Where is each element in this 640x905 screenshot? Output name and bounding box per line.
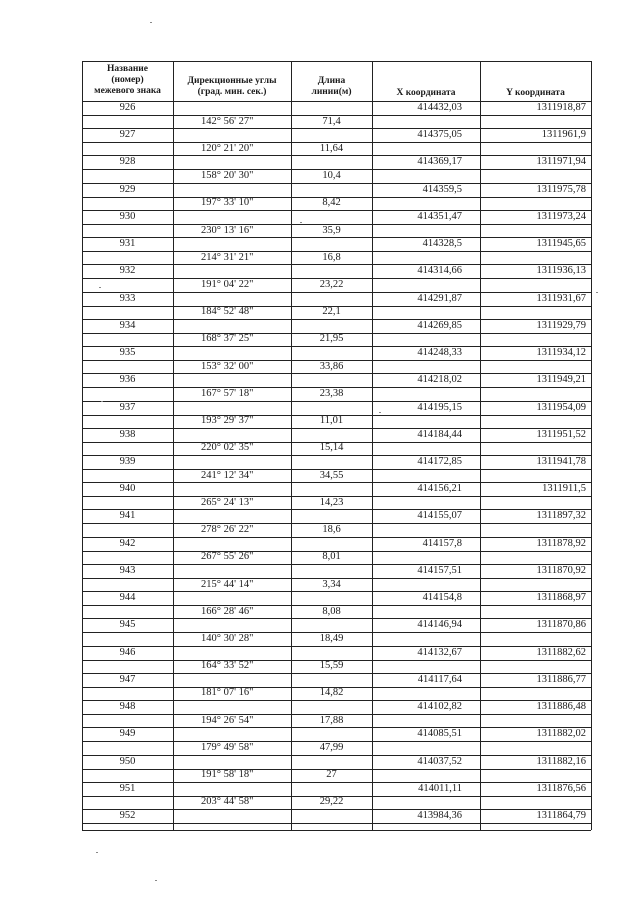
- column-separator: [591, 61, 592, 830]
- point-number: 934: [119, 320, 136, 331]
- line-length: 8,42: [322, 197, 341, 208]
- y-coordinate: 1311886,77: [536, 674, 586, 685]
- point-number: 938: [119, 429, 136, 440]
- y-coordinate: 1311876,56: [536, 783, 586, 794]
- x-coordinate: 414184,44: [417, 429, 462, 440]
- point-number: 943: [119, 565, 136, 576]
- direction-angle: 203° 44' 58": [201, 796, 254, 807]
- x-coordinate: 414269,85: [417, 320, 462, 331]
- y-coordinate: 1311945,65: [536, 238, 586, 249]
- x-coordinate: 414155,07: [417, 510, 462, 521]
- line-length: 11,01: [319, 415, 344, 426]
- direction-angle: 215° 44' 14": [201, 579, 254, 590]
- line-length: 8,01: [322, 551, 341, 562]
- point-number: 944: [119, 592, 136, 603]
- point-number: 952: [119, 810, 136, 821]
- x-coordinate: 413984,36: [417, 810, 462, 821]
- x-coordinate: 414375,05: [417, 129, 462, 140]
- x-coordinate: 414154,8: [422, 592, 462, 603]
- x-coordinate: 414432,03: [417, 102, 462, 113]
- header-y: Y координата: [506, 88, 565, 98]
- x-coordinate: 414359,5: [422, 184, 462, 195]
- line-length: 11,64: [319, 143, 344, 154]
- header-name-line: межевого знака: [94, 86, 161, 96]
- direction-angle: 267° 55' 26": [201, 551, 254, 562]
- y-coordinate: 1311870,92: [536, 565, 586, 576]
- scan-speck: [150, 22, 152, 23]
- y-coordinate: 1311882,16: [536, 756, 586, 767]
- x-coordinate: 414314,66: [417, 265, 462, 276]
- line-length: 35,9: [322, 225, 341, 236]
- y-coordinate: 1311864,79: [536, 810, 586, 821]
- x-coordinate: 414156,21: [417, 483, 462, 494]
- y-coordinate: 1311878,92: [536, 538, 586, 549]
- y-coordinate: 1311936,13: [536, 265, 586, 276]
- line-length: 23,38: [319, 388, 344, 399]
- row-line: [82, 823, 591, 824]
- point-number: 931: [119, 238, 136, 249]
- direction-angle: 194° 26' 54": [201, 715, 254, 726]
- line-length: 21,95: [319, 333, 344, 344]
- point-number: 950: [119, 756, 136, 767]
- y-coordinate: 1311973,24: [536, 211, 586, 222]
- x-coordinate: 414102,82: [417, 701, 462, 712]
- direction-angle: 140° 30' 28": [201, 633, 254, 644]
- line-length: 16,8: [322, 252, 341, 263]
- y-coordinate: 1311897,32: [536, 510, 586, 521]
- y-coordinate: 1311918,87: [536, 102, 586, 113]
- line-length: 15,59: [319, 660, 344, 671]
- direction-angle: 166° 28' 46": [201, 606, 254, 617]
- x-coordinate: 414218,02: [417, 374, 462, 385]
- direction-angle: 167° 57' 18": [201, 388, 254, 399]
- point-number: 947: [119, 674, 136, 685]
- line-length: 34,55: [319, 470, 344, 481]
- y-coordinate: 1311975,78: [536, 184, 586, 195]
- x-coordinate: 414328,5: [422, 238, 462, 249]
- header-name-line: Название: [106, 64, 148, 74]
- y-coordinate: 1311934,12: [536, 347, 586, 358]
- line-length: 47,99: [319, 742, 344, 753]
- direction-angle: 168° 37' 25": [201, 333, 254, 344]
- x-coordinate: 414248,33: [417, 347, 462, 358]
- direction-angle: 241° 12' 34": [201, 470, 254, 481]
- scan-speck: [300, 222, 302, 223]
- y-coordinate: 1311961,9: [541, 129, 586, 140]
- direction-angle: 191° 04' 22": [201, 279, 254, 290]
- header-x: X координата: [396, 88, 456, 98]
- x-coordinate: 414291,87: [417, 293, 462, 304]
- header-length: [291, 76, 372, 98]
- x-coordinate: 414157,8: [422, 538, 462, 549]
- point-number: 940: [119, 483, 136, 494]
- line-length: 15,14: [319, 442, 344, 453]
- point-number: 949: [119, 728, 136, 739]
- direction-angle: 179° 49' 58": [201, 742, 254, 753]
- x-coordinate: 414351,47: [417, 211, 462, 222]
- y-coordinate: 1311954,09: [536, 402, 586, 413]
- point-number: 948: [119, 701, 136, 712]
- x-coordinate: 414146,94: [417, 619, 462, 630]
- scan-speck: [96, 852, 98, 853]
- x-coordinate: 414117,64: [417, 674, 462, 685]
- header-name-line: (номер): [111, 75, 144, 85]
- direction-angle: 181° 07' 16": [201, 687, 254, 698]
- point-number: 941: [119, 510, 136, 521]
- point-number: 951: [119, 783, 136, 794]
- direction-angle: 164° 33' 52": [201, 660, 254, 671]
- y-coordinate: 1311951,52: [536, 429, 586, 440]
- line-length: 3,34: [322, 579, 341, 590]
- point-number: 939: [119, 456, 136, 467]
- line-length: 17,88: [319, 715, 344, 726]
- direction-angle: 142° 56' 27": [201, 116, 254, 127]
- line-length: 22,1: [322, 306, 341, 317]
- scan-speck: [379, 412, 381, 413]
- direction-angle: 214° 31' 21": [201, 252, 254, 263]
- point-number: 935: [119, 347, 136, 358]
- scan-speck: [596, 292, 598, 293]
- line-length: 18,6: [322, 524, 341, 535]
- direction-angle: 230° 13' 16": [201, 225, 254, 236]
- y-coordinate: 1311931,67: [536, 293, 586, 304]
- y-coordinate: 1311882,02: [536, 728, 586, 739]
- x-coordinate: 414037,52: [417, 756, 462, 767]
- direction-angle: 158° 20' 30": [201, 170, 254, 181]
- point-number: 930: [119, 211, 136, 222]
- point-number: 936: [119, 374, 136, 385]
- y-coordinate: 1311868,97: [536, 592, 586, 603]
- point-number: 937: [119, 402, 136, 413]
- direction-angle: 120° 21' 20": [201, 143, 254, 154]
- y-coordinate: 1311949,21: [536, 374, 586, 385]
- x-coordinate: 414157,51: [417, 565, 462, 576]
- x-coordinate: 414369,17: [417, 156, 462, 167]
- direction-angle: 153° 32' 00": [201, 361, 254, 372]
- y-coordinate: 1311941,78: [536, 456, 586, 467]
- point-number: 933: [119, 293, 136, 304]
- header-angle-line: (град. мин. сек.): [197, 87, 267, 97]
- point-number: 927: [119, 129, 136, 140]
- table-border-bottom: [82, 830, 591, 831]
- point-number: 946: [119, 647, 136, 658]
- line-length: 23,22: [319, 279, 344, 290]
- line-length: 71,4: [322, 116, 341, 127]
- x-coordinate: 414085,51: [417, 728, 462, 739]
- scan-speck: [101, 401, 103, 402]
- scan-speck: [99, 287, 101, 288]
- y-coordinate: 1311886,48: [536, 701, 586, 712]
- header-angle: [173, 76, 291, 98]
- line-length: 27: [326, 769, 337, 780]
- y-coordinate: 1311971,94: [536, 156, 586, 167]
- x-coordinate: 414011,11: [418, 783, 462, 794]
- header-length-line: Длина: [317, 76, 346, 86]
- point-number: 926: [119, 102, 136, 113]
- line-length: 29,22: [319, 796, 344, 807]
- direction-angle: 197° 33' 10": [201, 197, 254, 208]
- line-length: 14,23: [319, 497, 344, 508]
- x-coordinate: 414132,67: [417, 647, 462, 658]
- y-coordinate: 1311882,62: [536, 647, 586, 658]
- point-number: 929: [119, 184, 136, 195]
- direction-angle: 278° 26' 22": [201, 524, 254, 535]
- line-length: 10,4: [322, 170, 341, 181]
- header-length-line: линии(м): [311, 87, 352, 97]
- point-number: 945: [119, 619, 136, 630]
- line-length: 33,86: [319, 361, 344, 372]
- y-coordinate: 1311870,86: [536, 619, 586, 630]
- line-length: 8,08: [322, 606, 341, 617]
- point-number: 942: [119, 538, 136, 549]
- direction-angle: 220° 02' 35": [201, 442, 254, 453]
- header-name: [82, 64, 173, 97]
- point-number: 932: [119, 265, 136, 276]
- direction-angle: 193° 29' 37": [201, 415, 254, 426]
- direction-angle: 191° 58' 18": [201, 769, 254, 780]
- scan-speck: [155, 880, 157, 881]
- y-coordinate: 1311929,79: [536, 320, 586, 331]
- x-coordinate: 414195,15: [417, 402, 462, 413]
- direction-angle: 184° 52' 48": [201, 306, 254, 317]
- line-length: 14,82: [319, 687, 344, 698]
- line-length: 18,49: [319, 633, 344, 644]
- y-coordinate: 1311911,5: [542, 483, 586, 494]
- point-number: 928: [119, 156, 136, 167]
- x-coordinate: 414172,85: [417, 456, 462, 467]
- table-border-top: [82, 61, 591, 62]
- header-angle-line: Дирекционные углы: [187, 76, 277, 86]
- direction-angle: 265° 24' 13": [201, 497, 254, 508]
